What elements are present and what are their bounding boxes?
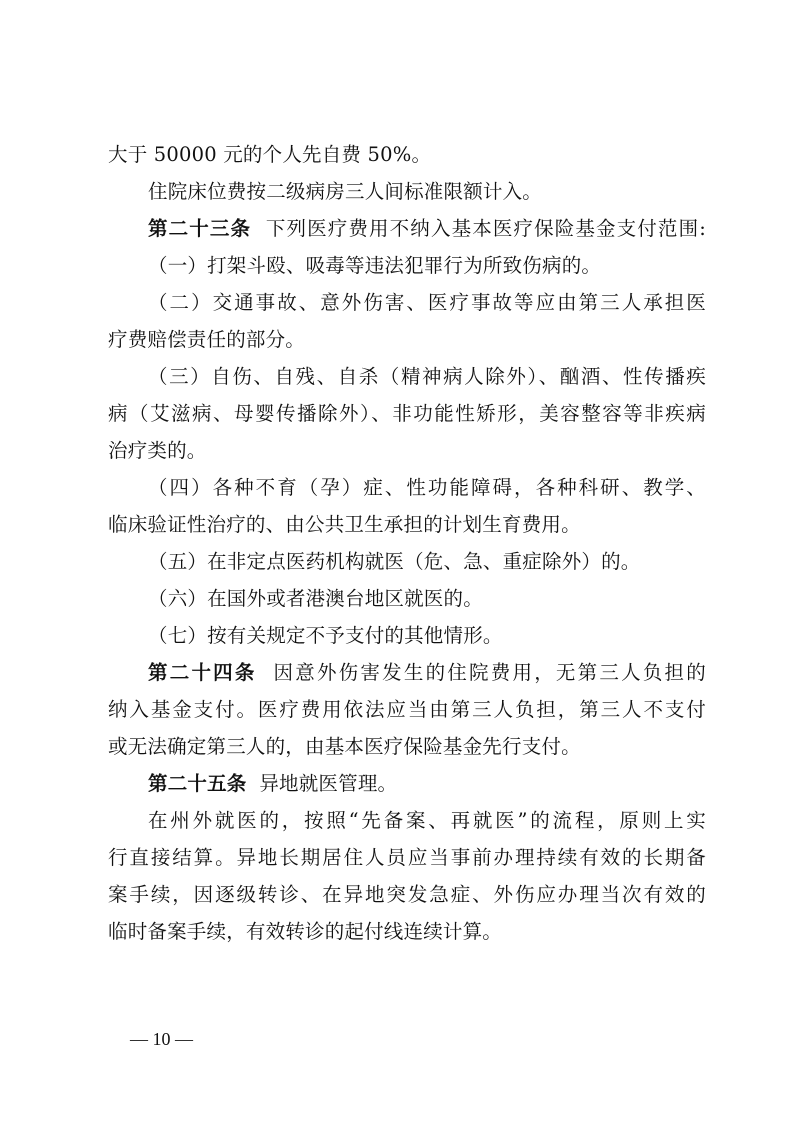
text-line: （四）各种不育（孕）症、性功能障碍，各种科研、教学、	[148, 476, 706, 499]
text-line: （三）自伤、自残、自杀（精神病人除外）、酗酒、性传播疾	[148, 365, 706, 388]
article-heading-line: 第二十四条 因意外伤害发生的住院费用，无第三人负担的	[148, 661, 706, 684]
text-line: （七）按有关规定不予支付的其他情形。	[148, 624, 503, 647]
text-line: 临床验证性治疗的、由公共卫生承担的计划生育费用。	[108, 513, 581, 536]
text-line: （六）在国外或者港澳台地区就医的。	[148, 587, 483, 610]
page-number: — 10 —	[130, 1029, 193, 1049]
text-line: 或无法确定第三人的，由基本医疗保险基金先行支付。	[108, 735, 581, 758]
document-body	[108, 136, 706, 950]
text-line: 疗费赔偿责任的部分。	[108, 328, 306, 351]
text-line: 行直接结算。异地长期居住人员应当事前办理持续有效的长期备	[108, 846, 706, 869]
text-line: 在州外就医的，按照“先备案、再就医”的流程，原则上实	[148, 809, 706, 832]
text-line: 大于 50000 元的个人先自费 50%。	[108, 143, 432, 166]
text-line: （一）打架斗殴、吸毒等违法犯罪行为所致伤病的。	[148, 254, 602, 277]
text-line: （二）交通事故、意外伤害、医疗事故等应由第三人承担医	[148, 291, 706, 314]
text-line: 纳入基金支付。医疗费用依法应当由第三人负担，第三人不支付	[108, 698, 706, 721]
text-line: 病（艾滋病、母婴传播除外）、非功能性矫形，美容整容等非疾病	[108, 402, 706, 425]
text-line: （五）在非定点医药机构就医（危、急、重症除外）的。	[148, 550, 641, 573]
text-line: 案手续，因逐级转诊、在异地突发急症、外伤应办理当次有效的	[108, 883, 706, 906]
article-heading-line: 第二十三条 下列医疗费用不纳入基本医疗保险基金支付范围:	[148, 217, 706, 240]
article-heading-line: 第二十五条 异地就医管理。	[148, 772, 398, 795]
text-line: 临时备案手续，有效转诊的起付线连续计算。	[108, 920, 503, 943]
article-number: 第二十三条	[148, 217, 252, 240]
text-line: 治疗类的。	[108, 439, 207, 462]
article-number: 第二十五条	[148, 772, 247, 795]
article-number: 第二十四条	[148, 661, 257, 684]
text-line: 住院床位费按二级病房三人间标准限额计入。	[148, 180, 543, 203]
